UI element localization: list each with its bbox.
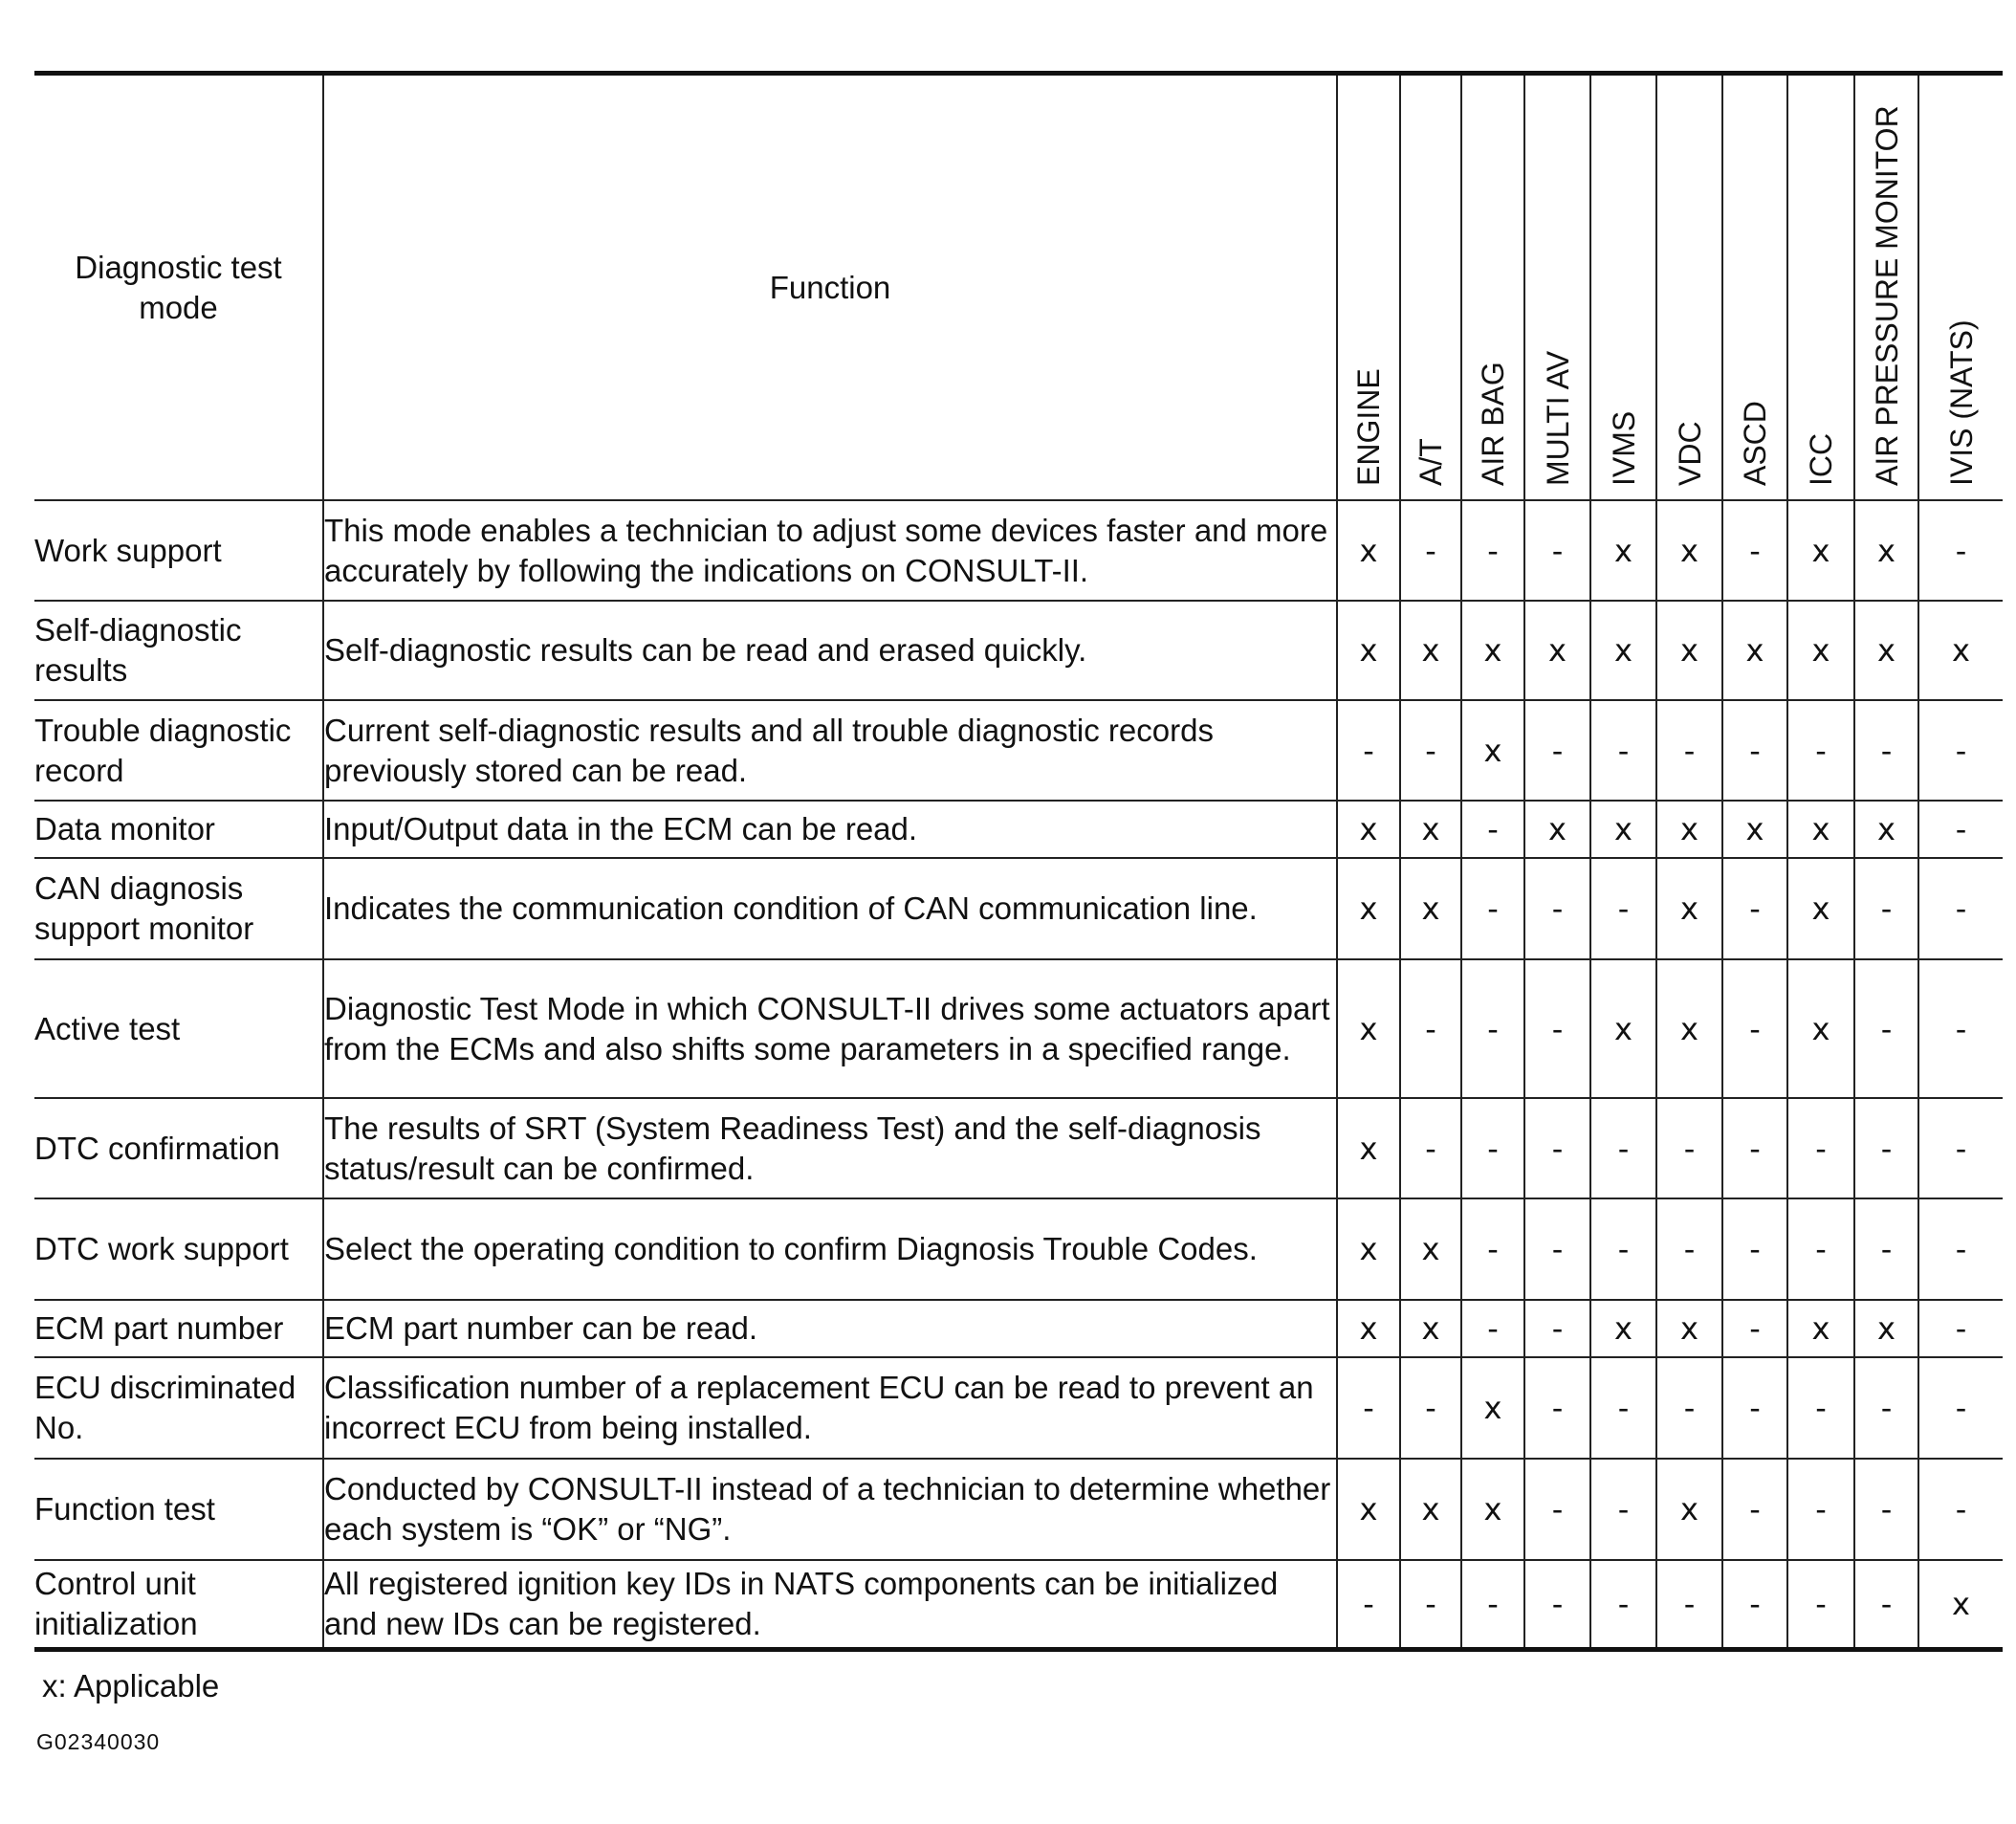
applicability-mark-cell: -: [1524, 700, 1590, 801]
applicability-mark-cell: x: [1337, 858, 1400, 959]
applicability-mark-cell: -: [1722, 858, 1787, 959]
applicability-mark-cell: -: [1590, 700, 1656, 801]
applicability-mark-cell: x: [1461, 700, 1524, 801]
applicability-mark-cell: -: [1656, 1198, 1722, 1300]
applicability-mark-cell: -: [1787, 1198, 1854, 1300]
table-row: [34, 500, 2003, 601]
applicability-mark-cell: x: [1787, 858, 1854, 959]
applicability-mark-cell: -: [1918, 1098, 2003, 1198]
diagnostic-mode-cell: Work support: [34, 500, 323, 601]
applicability-mark-cell: -: [1461, 1198, 1524, 1300]
applicability-mark-cell: -: [1854, 1357, 1918, 1459]
header-system-air-bag: AIR BAG: [1461, 74, 1524, 501]
table-row: [34, 959, 2003, 1098]
header-system-ivms: IVMS: [1590, 74, 1656, 501]
applicability-mark-cell: x: [1722, 801, 1787, 858]
applicability-mark-cell: -: [1337, 1560, 1400, 1649]
header-system-ascd: ASCD: [1722, 74, 1787, 501]
figure-code: G02340030: [36, 1729, 161, 1754]
applicability-mark-cell: -: [1854, 1098, 1918, 1198]
applicability-mark-cell: -: [1524, 1098, 1590, 1198]
applicability-mark-cell: -: [1722, 1198, 1787, 1300]
applicability-mark-cell: -: [1400, 959, 1461, 1098]
applicability-mark-cell: -: [1400, 1098, 1461, 1198]
header-system-at: A/T: [1400, 74, 1461, 501]
applicability-mark-cell: -: [1461, 1300, 1524, 1357]
applicability-mark-cell: x: [1590, 500, 1656, 601]
applicability-mark-cell: x: [1787, 959, 1854, 1098]
applicability-mark-cell: -: [1722, 959, 1787, 1098]
applicability-mark-cell: -: [1400, 1357, 1461, 1459]
applicability-mark-cell: -: [1918, 1300, 2003, 1357]
applicability-mark-cell: x: [1722, 601, 1787, 700]
applicability-mark-cell: x: [1337, 1459, 1400, 1560]
applicability-mark-cell: x: [1787, 601, 1854, 700]
applicability-mark-cell: x: [1656, 801, 1722, 858]
applicability-mark-cell: -: [1524, 1560, 1590, 1649]
applicability-mark-cell: -: [1590, 1459, 1656, 1560]
applicability-mark-cell: x: [1918, 601, 2003, 700]
header-row: [34, 74, 2003, 501]
applicability-mark-cell: -: [1337, 1357, 1400, 1459]
applicability-mark-cell: -: [1590, 1198, 1656, 1300]
applicability-mark-cell: x: [1854, 500, 1918, 601]
applicability-mark-cell: x: [1524, 801, 1590, 858]
diagnostic-mode-cell: Self-diagnostic results: [34, 601, 323, 700]
applicability-mark-cell: x: [1590, 601, 1656, 700]
applicability-mark-cell: x: [1400, 1459, 1461, 1560]
applicability-mark-cell: -: [1590, 1357, 1656, 1459]
applicability-mark-cell: -: [1787, 1560, 1854, 1649]
applicability-mark-cell: -: [1722, 1300, 1787, 1357]
applicable-footnote: x: Applicable: [42, 1668, 220, 1703]
header-function: Function: [323, 74, 1337, 501]
table-row: [34, 1198, 2003, 1300]
applicability-mark-cell: -: [1524, 1198, 1590, 1300]
applicability-mark-cell: x: [1337, 959, 1400, 1098]
applicability-mark-cell: x: [1590, 959, 1656, 1098]
header-system-multi-av: MULTI AV: [1524, 74, 1590, 501]
table-row: [34, 858, 2003, 959]
diagnostic-mode-cell: Control unit initialization: [34, 1560, 323, 1649]
applicability-mark-cell: x: [1656, 959, 1722, 1098]
function-description-cell: Select the operating condition to confirm Diagnosis Trouble Codes.: [323, 1198, 1337, 1300]
applicability-mark-cell: -: [1461, 1098, 1524, 1198]
applicability-mark-cell: -: [1787, 700, 1854, 801]
applicability-mark-cell: x: [1854, 601, 1918, 700]
applicability-mark-cell: x: [1656, 500, 1722, 601]
applicability-mark-cell: x: [1461, 1459, 1524, 1560]
header-system-ivis-nats: IVIS (NATS): [1918, 74, 2003, 501]
applicability-mark-cell: -: [1524, 1300, 1590, 1357]
applicability-mark-cell: -: [1722, 1459, 1787, 1560]
applicability-mark-cell: -: [1918, 959, 2003, 1098]
function-description-cell: Conducted by CONSULT-II instead of a technician to determine whether each system is “OK” or “NG”.: [323, 1459, 1337, 1560]
applicability-mark-cell: -: [1787, 1098, 1854, 1198]
header-diagnostic-test-mode: Diagnostic test mode: [34, 74, 323, 501]
applicability-mark-cell: -: [1854, 959, 1918, 1098]
applicability-mark-cell: -: [1787, 1357, 1854, 1459]
header-system-engine: ENGINE: [1337, 74, 1400, 501]
applicability-mark-cell: -: [1787, 1459, 1854, 1560]
applicability-mark-cell: -: [1656, 1560, 1722, 1649]
applicability-mark-cell: -: [1524, 500, 1590, 601]
applicability-mark-cell: x: [1787, 500, 1854, 601]
diagnostic-mode-cell: Data monitor: [34, 801, 323, 858]
table-row: [34, 700, 2003, 801]
applicability-mark-cell: x: [1461, 1357, 1524, 1459]
diagnostic-mode-cell: ECU discriminated No.: [34, 1357, 323, 1459]
applicability-mark-cell: -: [1854, 700, 1918, 801]
diagnostic-mode-table: [34, 71, 2003, 1652]
header-system-icc: ICC: [1787, 74, 1854, 501]
diagnostic-mode-cell: CAN diagnosis support monitor: [34, 858, 323, 959]
function-description-cell: Diagnostic Test Mode in which CONSULT-II drives some actuators apart from the ECMs and also shifts some parameters in a specified range.: [323, 959, 1337, 1098]
applicability-mark-cell: -: [1722, 700, 1787, 801]
function-description-cell: Indicates the communication condition of CAN communication line.: [323, 858, 1337, 959]
diagnostic-mode-cell: Trouble diagnostic record: [34, 700, 323, 801]
applicability-mark-cell: -: [1918, 858, 2003, 959]
applicability-mark-cell: -: [1656, 1357, 1722, 1459]
applicability-mark-cell: -: [1854, 1560, 1918, 1649]
applicability-mark-cell: -: [1400, 1560, 1461, 1649]
applicability-mark-cell: -: [1461, 858, 1524, 959]
applicability-mark-cell: -: [1400, 500, 1461, 601]
applicability-mark-cell: x: [1787, 1300, 1854, 1357]
applicability-mark-cell: -: [1461, 959, 1524, 1098]
applicability-mark-cell: -: [1590, 1098, 1656, 1198]
applicability-mark-cell: x: [1854, 801, 1918, 858]
header-system-air-pressure-monitor: AIR PRESSURE MONITOR: [1854, 74, 1918, 501]
diagnostic-mode-cell: DTC confirmation: [34, 1098, 323, 1198]
applicability-mark-cell: x: [1400, 801, 1461, 858]
applicability-mark-cell: -: [1337, 700, 1400, 801]
applicability-mark-cell: x: [1400, 1198, 1461, 1300]
function-description-cell: The results of SRT (System Readiness Test) and the self-diagnosis status/result can be confirmed.: [323, 1098, 1337, 1198]
applicability-mark-cell: x: [1656, 1459, 1722, 1560]
table-row: [34, 801, 2003, 858]
applicability-mark-cell: -: [1461, 1560, 1524, 1649]
applicability-mark-cell: -: [1854, 1459, 1918, 1560]
applicability-mark-cell: x: [1854, 1300, 1918, 1357]
applicability-mark-cell: -: [1461, 801, 1524, 858]
applicability-mark-cell: -: [1722, 1098, 1787, 1198]
applicability-mark-cell: -: [1918, 1459, 2003, 1560]
applicability-mark-cell: -: [1722, 1560, 1787, 1649]
applicability-mark-cell: -: [1854, 1198, 1918, 1300]
applicability-mark-cell: -: [1722, 1357, 1787, 1459]
applicability-mark-cell: -: [1400, 700, 1461, 801]
applicability-mark-cell: -: [1524, 959, 1590, 1098]
table-row: [34, 1098, 2003, 1198]
applicability-mark-cell: x: [1400, 1300, 1461, 1357]
applicability-mark-cell: -: [1656, 700, 1722, 801]
applicability-mark-cell: x: [1656, 1300, 1722, 1357]
applicability-mark-cell: -: [1524, 1459, 1590, 1560]
applicability-mark-cell: x: [1337, 1300, 1400, 1357]
applicability-mark-cell: x: [1461, 601, 1524, 700]
function-description-cell: Input/Output data in the ECM can be read.: [323, 801, 1337, 858]
applicability-mark-cell: x: [1337, 1198, 1400, 1300]
applicability-mark-cell: x: [1400, 601, 1461, 700]
applicability-mark-cell: x: [1918, 1560, 2003, 1649]
applicability-mark-cell: -: [1656, 1098, 1722, 1198]
table-row: [34, 1300, 2003, 1357]
applicability-mark-cell: -: [1461, 500, 1524, 601]
header-system-vdc: VDC: [1656, 74, 1722, 501]
function-description-cell: This mode enables a technician to adjust some devices faster and more accurately by following the indications on CONSULT-II.: [323, 500, 1337, 601]
function-description-cell: Classification number of a replacement ECU can be read to prevent an incorrect ECU from being installed.: [323, 1357, 1337, 1459]
function-description-cell: Self-diagnostic results can be read and erased quickly.: [323, 601, 1337, 700]
applicability-mark-cell: x: [1337, 500, 1400, 601]
diagnostic-mode-cell: Active test: [34, 959, 323, 1098]
applicability-mark-cell: x: [1590, 801, 1656, 858]
applicability-mark-cell: x: [1656, 858, 1722, 959]
applicability-mark-cell: x: [1656, 601, 1722, 700]
applicability-mark-cell: -: [1918, 700, 2003, 801]
table-row: [34, 601, 2003, 700]
applicability-mark-cell: x: [1337, 1098, 1400, 1198]
applicability-mark-cell: -: [1918, 500, 2003, 601]
table-body: [34, 500, 2003, 1649]
applicability-mark-cell: -: [1918, 801, 2003, 858]
applicability-mark-cell: -: [1918, 1357, 2003, 1459]
applicability-mark-cell: -: [1524, 1357, 1590, 1459]
applicability-mark-cell: x: [1400, 858, 1461, 959]
applicability-mark-cell: -: [1722, 500, 1787, 601]
diagnostic-mode-table-container: [34, 71, 1983, 1652]
table-row: [34, 1459, 2003, 1560]
applicability-mark-cell: -: [1590, 1560, 1656, 1649]
function-description-cell: ECM part number can be read.: [323, 1300, 1337, 1357]
applicability-mark-cell: -: [1854, 858, 1918, 959]
applicability-mark-cell: x: [1787, 801, 1854, 858]
applicability-mark-cell: x: [1590, 1300, 1656, 1357]
diagnostic-mode-cell: Function test: [34, 1459, 323, 1560]
function-description-cell: All registered ignition key IDs in NATS components can be initialized and new IDs can be registered.: [323, 1560, 1337, 1649]
applicability-mark-cell: x: [1337, 801, 1400, 858]
diagnostic-mode-cell: ECM part number: [34, 1300, 323, 1357]
table-row: [34, 1357, 2003, 1459]
table-row: [34, 1560, 2003, 1649]
applicability-mark-cell: x: [1524, 601, 1590, 700]
function-description-cell: Current self-diagnostic results and all trouble diagnostic records previously stored can be read.: [323, 700, 1337, 801]
applicability-mark-cell: -: [1590, 858, 1656, 959]
diagnostic-mode-cell: DTC work support: [34, 1198, 323, 1300]
applicability-mark-cell: x: [1337, 601, 1400, 700]
applicability-mark-cell: -: [1524, 858, 1590, 959]
applicability-mark-cell: -: [1918, 1198, 2003, 1300]
